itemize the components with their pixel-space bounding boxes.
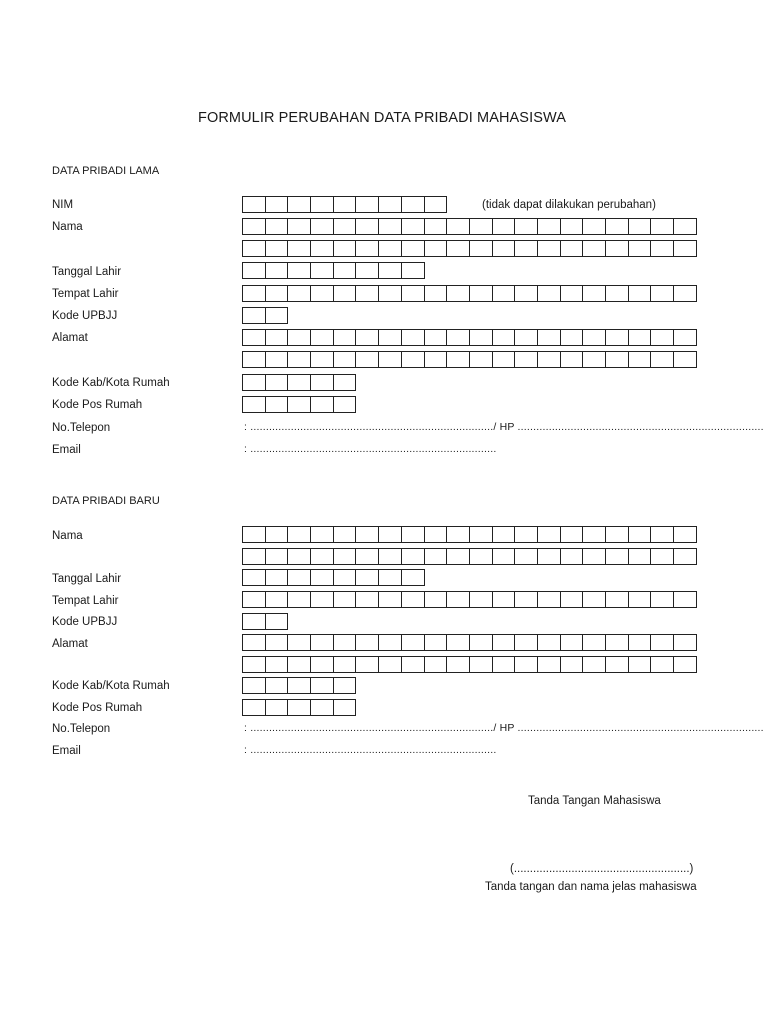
nama-boxes-line-2[interactable]	[242, 240, 696, 257]
telepon-label: No.Telepon	[52, 422, 111, 434]
char-box[interactable]	[446, 591, 470, 608]
char-box[interactable]	[673, 548, 697, 565]
char-box[interactable]	[537, 526, 561, 543]
char-box[interactable]	[537, 656, 561, 673]
char-box[interactable]	[605, 634, 629, 651]
char-box[interactable]	[242, 634, 266, 651]
char-box[interactable]	[560, 634, 584, 651]
char-box[interactable]	[242, 374, 266, 391]
char-box[interactable]	[628, 351, 652, 368]
char-box[interactable]	[378, 656, 402, 673]
nim-label: NIM	[52, 199, 74, 211]
char-box[interactable]	[673, 591, 697, 608]
char-box[interactable]	[310, 262, 334, 279]
char-box[interactable]	[492, 240, 516, 257]
char-box[interactable]	[287, 699, 311, 716]
char-box[interactable]	[242, 613, 266, 630]
char-box[interactable]	[333, 218, 357, 235]
char-box[interactable]	[514, 329, 538, 346]
char-box[interactable]	[446, 656, 470, 673]
char-box[interactable]	[446, 240, 470, 257]
char-box[interactable]	[333, 677, 357, 694]
char-box[interactable]	[424, 329, 448, 346]
char-box[interactable]	[673, 240, 697, 257]
char-box[interactable]	[605, 285, 629, 302]
char-box[interactable]	[401, 285, 425, 302]
char-box[interactable]	[355, 548, 379, 565]
char-box[interactable]	[310, 526, 334, 543]
char-box[interactable]	[492, 285, 516, 302]
char-box[interactable]	[310, 240, 334, 257]
char-box[interactable]	[514, 285, 538, 302]
char-box[interactable]	[333, 374, 357, 391]
char-box[interactable]	[582, 591, 606, 608]
char-box[interactable]	[378, 351, 402, 368]
tempat-lahir-baru-boxes[interactable]	[242, 591, 696, 608]
char-box[interactable]	[673, 526, 697, 543]
char-box[interactable]	[265, 613, 289, 630]
char-box[interactable]	[333, 569, 357, 586]
char-box[interactable]	[378, 526, 402, 543]
char-box[interactable]	[355, 329, 379, 346]
char-box[interactable]	[650, 526, 674, 543]
kode-pos-boxes[interactable]	[242, 396, 355, 413]
char-box[interactable]	[492, 656, 516, 673]
char-box[interactable]	[242, 307, 266, 324]
char-box[interactable]	[287, 351, 311, 368]
tanggal-lahir-boxes[interactable]	[242, 262, 424, 279]
char-box[interactable]	[287, 634, 311, 651]
signature-heading: Tanda Tangan Mahasiswa	[528, 795, 661, 807]
char-box[interactable]	[265, 351, 289, 368]
kode-kab-label: Kode Kab/Kota Rumah	[52, 377, 170, 389]
char-box[interactable]	[265, 218, 289, 235]
char-box[interactable]	[628, 240, 652, 257]
char-box[interactable]	[287, 526, 311, 543]
char-box[interactable]	[560, 329, 584, 346]
char-box[interactable]	[469, 351, 493, 368]
char-box[interactable]	[378, 218, 402, 235]
char-box[interactable]	[265, 285, 289, 302]
char-box[interactable]	[310, 329, 334, 346]
nama-boxes-line-1[interactable]	[242, 218, 696, 235]
char-box[interactable]	[378, 634, 402, 651]
char-box[interactable]	[310, 569, 334, 586]
char-box[interactable]	[378, 569, 402, 586]
char-box[interactable]	[265, 634, 289, 651]
char-box[interactable]	[355, 591, 379, 608]
char-box[interactable]	[446, 526, 470, 543]
char-box[interactable]	[582, 656, 606, 673]
char-box[interactable]	[673, 351, 697, 368]
char-box[interactable]	[605, 591, 629, 608]
kode-upbjj-baru-label: Kode UPBJJ	[52, 616, 118, 628]
char-box[interactable]	[537, 240, 561, 257]
char-box[interactable]	[605, 329, 629, 346]
char-box[interactable]	[378, 548, 402, 565]
char-box[interactable]	[469, 656, 493, 673]
char-box[interactable]	[242, 591, 266, 608]
tempat-lahir-label: Tempat Lahir	[52, 288, 119, 300]
char-box[interactable]	[628, 634, 652, 651]
char-box[interactable]	[650, 634, 674, 651]
char-box[interactable]	[469, 329, 493, 346]
char-box[interactable]	[650, 351, 674, 368]
kode-upbjj-baru-boxes[interactable]	[242, 613, 287, 630]
char-box[interactable]	[355, 351, 379, 368]
char-box[interactable]	[650, 548, 674, 565]
char-box[interactable]	[310, 285, 334, 302]
email-line[interactable]: : ...............................................................................	[244, 443, 497, 455]
char-box[interactable]	[401, 329, 425, 346]
char-box[interactable]	[355, 285, 379, 302]
char-box[interactable]	[628, 526, 652, 543]
alamat-baru-boxes-line-2[interactable]	[242, 656, 696, 673]
char-box[interactable]	[287, 569, 311, 586]
char-box[interactable]	[628, 285, 652, 302]
char-box[interactable]	[673, 656, 697, 673]
telepon-hp-baru-line[interactable]: : ............................................................................../ HP ...............................................................................	[244, 722, 764, 734]
char-box[interactable]	[265, 374, 289, 391]
char-box[interactable]	[560, 218, 584, 235]
char-box[interactable]	[628, 548, 652, 565]
char-box[interactable]	[582, 634, 606, 651]
section-heading-lama: DATA PRIBADI LAMA	[52, 165, 160, 177]
nama-baru-label: Nama	[52, 530, 83, 542]
char-box[interactable]	[401, 240, 425, 257]
char-box[interactable]	[469, 218, 493, 235]
char-box[interactable]	[378, 285, 402, 302]
char-box[interactable]	[287, 329, 311, 346]
char-box[interactable]	[310, 548, 334, 565]
form-title: FORMULIR PERUBAHAN DATA PRIBADI MAHASISWA	[198, 110, 566, 126]
char-box[interactable]	[265, 591, 289, 608]
nim-boxes[interactable]	[242, 196, 446, 213]
char-box[interactable]	[265, 262, 289, 279]
char-box[interactable]	[333, 699, 357, 716]
char-box[interactable]	[333, 634, 357, 651]
char-box[interactable]	[287, 374, 311, 391]
email-baru-label: Email	[52, 745, 81, 757]
alamat-baru-boxes-line-1[interactable]	[242, 634, 696, 651]
char-box[interactable]	[492, 526, 516, 543]
kode-upbjj-boxes[interactable]	[242, 307, 287, 324]
char-box[interactable]	[333, 548, 357, 565]
char-box[interactable]	[605, 526, 629, 543]
char-box[interactable]	[446, 634, 470, 651]
char-box[interactable]	[378, 591, 402, 608]
char-box[interactable]	[401, 262, 425, 279]
char-box[interactable]	[265, 396, 289, 413]
kode-upbjj-label: Kode UPBJJ	[52, 310, 118, 322]
char-box[interactable]	[242, 396, 266, 413]
char-box[interactable]	[333, 351, 357, 368]
char-box[interactable]	[287, 240, 311, 257]
char-box[interactable]	[242, 526, 266, 543]
tempat-lahir-baru-label: Tempat Lahir	[52, 595, 119, 607]
char-box[interactable]	[242, 196, 266, 213]
char-box[interactable]	[401, 656, 425, 673]
tanggal-lahir-baru-label: Tanggal Lahir	[52, 573, 122, 585]
char-box[interactable]	[265, 240, 289, 257]
char-box[interactable]	[287, 196, 311, 213]
char-box[interactable]	[265, 526, 289, 543]
char-box[interactable]	[537, 634, 561, 651]
char-box[interactable]	[424, 196, 448, 213]
char-box[interactable]	[469, 548, 493, 565]
char-box[interactable]	[378, 262, 402, 279]
char-box[interactable]	[537, 218, 561, 235]
char-box[interactable]	[355, 240, 379, 257]
char-box[interactable]	[401, 218, 425, 235]
char-box[interactable]	[333, 396, 357, 413]
char-box[interactable]	[287, 656, 311, 673]
char-box[interactable]	[628, 591, 652, 608]
char-box[interactable]	[492, 329, 516, 346]
char-box[interactable]	[287, 591, 311, 608]
char-box[interactable]	[560, 526, 584, 543]
char-box[interactable]	[310, 218, 334, 235]
telepon-baru-label: No.Telepon	[52, 723, 111, 735]
char-box[interactable]	[310, 591, 334, 608]
char-box[interactable]	[469, 526, 493, 543]
telepon-hp-line[interactable]: : ............................................................................../ HP ...............................................................................	[244, 421, 764, 433]
tanggal-lahir-baru-boxes[interactable]	[242, 569, 424, 586]
char-box[interactable]	[560, 656, 584, 673]
char-box[interactable]	[514, 548, 538, 565]
char-box[interactable]	[242, 240, 266, 257]
char-box[interactable]	[469, 240, 493, 257]
char-box[interactable]	[287, 218, 311, 235]
char-box[interactable]	[355, 196, 379, 213]
char-box[interactable]	[424, 548, 448, 565]
char-box[interactable]	[469, 285, 493, 302]
char-box[interactable]	[492, 548, 516, 565]
char-box[interactable]	[401, 526, 425, 543]
char-box[interactable]	[333, 285, 357, 302]
char-box[interactable]	[242, 329, 266, 346]
char-box[interactable]	[287, 677, 311, 694]
char-box[interactable]	[401, 591, 425, 608]
signature-name-line[interactable]: (.......................................................)	[510, 863, 694, 875]
char-box[interactable]	[333, 656, 357, 673]
char-box[interactable]	[424, 240, 448, 257]
char-box[interactable]	[560, 240, 584, 257]
char-box[interactable]	[424, 656, 448, 673]
char-box[interactable]	[582, 240, 606, 257]
char-box[interactable]	[401, 569, 425, 586]
char-box[interactable]	[469, 634, 493, 651]
char-box[interactable]	[310, 196, 334, 213]
char-box[interactable]	[537, 285, 561, 302]
char-box[interactable]	[265, 329, 289, 346]
char-box[interactable]	[242, 285, 266, 302]
char-box[interactable]	[333, 262, 357, 279]
char-box[interactable]	[560, 548, 584, 565]
char-box[interactable]	[582, 329, 606, 346]
char-box[interactable]	[605, 656, 629, 673]
char-box[interactable]	[560, 591, 584, 608]
email-baru-line[interactable]: : ...............................................................................	[244, 744, 497, 756]
char-box[interactable]	[265, 548, 289, 565]
char-box[interactable]	[514, 591, 538, 608]
char-box[interactable]	[650, 591, 674, 608]
char-box[interactable]	[401, 634, 425, 651]
char-box[interactable]	[424, 526, 448, 543]
char-box[interactable]	[265, 656, 289, 673]
char-box[interactable]	[537, 591, 561, 608]
char-box[interactable]	[673, 329, 697, 346]
kode-pos-baru-boxes[interactable]	[242, 699, 355, 716]
char-box[interactable]	[310, 656, 334, 673]
char-box[interactable]	[650, 240, 674, 257]
char-box[interactable]	[560, 285, 584, 302]
alamat-baru-label: Alamat	[52, 638, 88, 650]
char-box[interactable]	[650, 329, 674, 346]
alamat-boxes-line-1[interactable]	[242, 329, 696, 346]
char-box[interactable]	[605, 218, 629, 235]
char-box[interactable]	[446, 218, 470, 235]
char-box[interactable]	[650, 218, 674, 235]
kode-pos-label: Kode Pos Rumah	[52, 399, 143, 411]
char-box[interactable]	[333, 591, 357, 608]
char-box[interactable]	[469, 591, 493, 608]
char-box[interactable]	[265, 569, 289, 586]
nama-label: Nama	[52, 221, 83, 233]
kode-pos-baru-label: Kode Pos Rumah	[52, 702, 143, 714]
alamat-label: Alamat	[52, 332, 88, 344]
char-box[interactable]	[424, 634, 448, 651]
char-box[interactable]	[514, 526, 538, 543]
char-box[interactable]	[378, 329, 402, 346]
char-box[interactable]	[287, 396, 311, 413]
char-box[interactable]	[401, 196, 425, 213]
char-box[interactable]	[582, 218, 606, 235]
char-box[interactable]	[401, 351, 425, 368]
char-box[interactable]	[355, 262, 379, 279]
kode-kab-baru-label: Kode Kab/Kota Rumah	[52, 680, 170, 692]
char-box[interactable]	[333, 196, 357, 213]
char-box[interactable]	[628, 218, 652, 235]
char-box[interactable]	[492, 351, 516, 368]
char-box[interactable]	[537, 329, 561, 346]
char-box[interactable]	[333, 329, 357, 346]
char-box[interactable]	[582, 548, 606, 565]
char-box[interactable]	[355, 526, 379, 543]
char-box[interactable]	[673, 218, 697, 235]
char-box[interactable]	[265, 196, 289, 213]
char-box[interactable]	[287, 262, 311, 279]
char-box[interactable]	[242, 262, 266, 279]
char-box[interactable]	[582, 526, 606, 543]
char-box[interactable]	[310, 351, 334, 368]
char-box[interactable]	[628, 329, 652, 346]
char-box[interactable]	[514, 218, 538, 235]
char-box[interactable]	[605, 240, 629, 257]
char-box[interactable]	[492, 591, 516, 608]
char-box[interactable]	[605, 548, 629, 565]
char-box[interactable]	[310, 634, 334, 651]
char-box[interactable]	[514, 240, 538, 257]
char-box[interactable]	[265, 677, 289, 694]
char-box[interactable]	[378, 196, 402, 213]
char-box[interactable]	[378, 240, 402, 257]
char-box[interactable]	[355, 656, 379, 673]
char-box[interactable]	[673, 634, 697, 651]
nama-baru-boxes-line-1[interactable]	[242, 526, 696, 543]
char-box[interactable]	[650, 656, 674, 673]
alamat-boxes-line-2[interactable]	[242, 351, 696, 368]
char-box[interactable]	[355, 634, 379, 651]
char-box[interactable]	[605, 351, 629, 368]
char-box[interactable]	[242, 677, 266, 694]
char-box[interactable]	[355, 218, 379, 235]
char-box[interactable]	[492, 634, 516, 651]
char-box[interactable]	[628, 656, 652, 673]
char-box[interactable]	[242, 656, 266, 673]
char-box[interactable]	[310, 677, 334, 694]
kode-kab-baru-boxes[interactable]	[242, 677, 355, 694]
char-box[interactable]	[355, 569, 379, 586]
char-box[interactable]	[514, 656, 538, 673]
char-box[interactable]	[265, 699, 289, 716]
char-box[interactable]	[333, 526, 357, 543]
char-box[interactable]	[582, 285, 606, 302]
char-box[interactable]	[424, 591, 448, 608]
char-box[interactable]	[424, 351, 448, 368]
char-box[interactable]	[310, 374, 334, 391]
nim-note: (tidak dapat dilakukan perubahan)	[482, 199, 656, 211]
char-box[interactable]	[310, 699, 334, 716]
char-box[interactable]	[424, 218, 448, 235]
tempat-lahir-boxes[interactable]	[242, 285, 696, 302]
char-box[interactable]	[514, 351, 538, 368]
char-box[interactable]	[537, 548, 561, 565]
nama-baru-boxes-line-2[interactable]	[242, 548, 696, 565]
tanggal-lahir-label: Tanggal Lahir	[52, 266, 122, 278]
signature-caption: Tanda tangan dan nama jelas mahasiswa	[485, 881, 697, 893]
char-box[interactable]	[333, 240, 357, 257]
char-box[interactable]	[242, 548, 266, 565]
char-box[interactable]	[514, 634, 538, 651]
kode-kab-boxes[interactable]	[242, 374, 355, 391]
char-box[interactable]	[242, 218, 266, 235]
char-box[interactable]	[650, 285, 674, 302]
char-box[interactable]	[401, 548, 425, 565]
char-box[interactable]	[287, 285, 311, 302]
char-box[interactable]	[424, 285, 448, 302]
char-box[interactable]	[265, 307, 289, 324]
char-box[interactable]	[242, 699, 266, 716]
char-box[interactable]	[287, 548, 311, 565]
char-box[interactable]	[537, 351, 561, 368]
char-box[interactable]	[242, 569, 266, 586]
char-box[interactable]	[560, 351, 584, 368]
char-box[interactable]	[446, 548, 470, 565]
char-box[interactable]	[492, 218, 516, 235]
email-label: Email	[52, 444, 81, 456]
char-box[interactable]	[673, 285, 697, 302]
char-box[interactable]	[310, 396, 334, 413]
char-box[interactable]	[446, 285, 470, 302]
char-box[interactable]	[446, 329, 470, 346]
section-heading-baru: DATA PRIBADI BARU	[52, 495, 160, 507]
char-box[interactable]	[446, 351, 470, 368]
char-box[interactable]	[582, 351, 606, 368]
char-box[interactable]	[242, 351, 266, 368]
